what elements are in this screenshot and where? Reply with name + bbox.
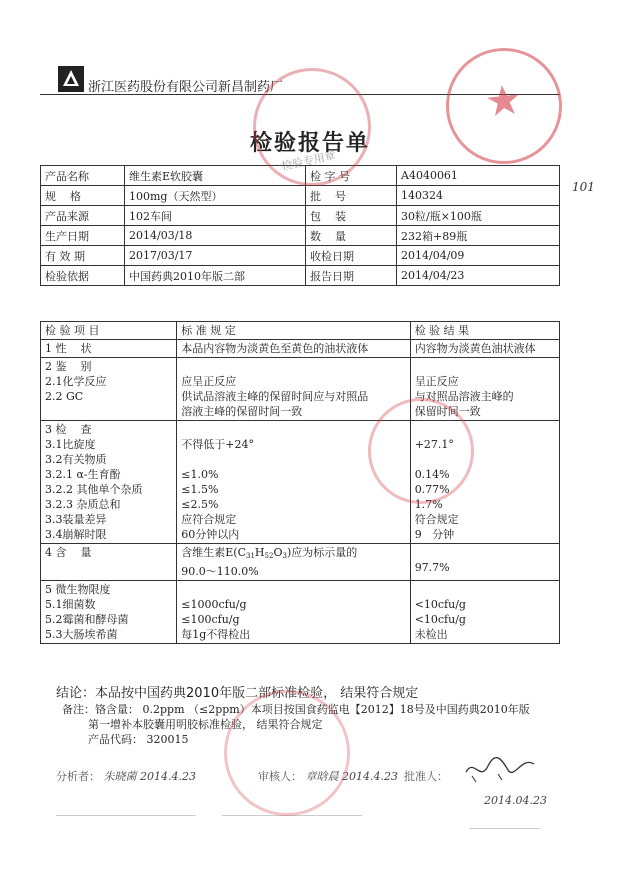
- info-row: [41, 186, 560, 206]
- standard: 每1g不得检出: [181, 628, 251, 641]
- source-label: 产品来源: [41, 206, 125, 226]
- product-name-value: 维生素E软胶囊: [125, 166, 306, 186]
- stamp-text: 检验专用章: [280, 148, 337, 174]
- basis-value: 中国药典2010年版二部: [125, 266, 306, 286]
- report-date-label: 报告日期: [306, 266, 397, 286]
- analyst-label: 分析者：: [56, 770, 100, 783]
- item: 3.1比旋度: [45, 438, 96, 451]
- results-header-row: [41, 322, 560, 340]
- test-results-table: [40, 321, 560, 644]
- receipt-date-value: 2014/04/09: [397, 246, 560, 266]
- conclusion-text: 结论：本品按中国药典2010年版二部标准检验， 结果符合规定: [56, 686, 419, 701]
- item: 5 微生物限度: [45, 583, 111, 596]
- standard: ≤1.5%: [181, 483, 219, 496]
- item: 2 鉴 别: [45, 360, 92, 373]
- item: 3.2.2 其他单个杂质: [45, 483, 143, 496]
- standard: 供试品溶液主峰的保留时间应与对照品: [181, 390, 369, 403]
- batch-value: 140324: [397, 186, 560, 206]
- item: 5.1细菌数: [45, 598, 96, 611]
- company-name: 浙江医药股份有限公司新昌制药厂: [88, 80, 284, 95]
- company-logo-icon: [58, 66, 84, 92]
- standard: ≤100cfu/g: [181, 613, 240, 626]
- result: 1.7%: [414, 498, 443, 511]
- result: <10cfu/g: [414, 613, 466, 626]
- production-date-value: 2014/03/18: [125, 226, 306, 246]
- reviewer-label: 审核人：: [258, 770, 302, 783]
- standard-cell: [177, 544, 410, 581]
- item: 5.3大肠埃希菌: [45, 628, 118, 641]
- reviewer-sign: 章晗晨 2014.4.23: [305, 770, 398, 783]
- item: 3 检 查: [45, 423, 92, 436]
- formula-part: O: [273, 546, 283, 559]
- approver-sign-date: 2014.04.23: [484, 794, 547, 807]
- expiry-value: 2017/03/17: [125, 246, 306, 266]
- formula-subscript: 3: [282, 552, 287, 560]
- formula-part: H: [254, 546, 265, 559]
- package-label: 包 装: [306, 206, 397, 226]
- info-row: [41, 246, 560, 266]
- standard: ≤2.5%: [181, 498, 219, 511]
- header-result: 检 验 结 果: [410, 322, 559, 340]
- item: 1 性 状: [41, 340, 177, 358]
- inspection-stamp-faint: [368, 398, 474, 504]
- basis-label: 检验依据: [41, 266, 125, 286]
- package-value: 30粒/瓶×100瓶: [397, 206, 560, 226]
- analyst-signature: [56, 768, 196, 784]
- production-date-label: 生产日期: [41, 226, 125, 246]
- standard: 本品内容物为淡黄色至黄色的油状液体: [177, 340, 410, 358]
- item: 4 含 量: [41, 544, 177, 581]
- section-identification: [41, 358, 560, 421]
- formula-part: )应为标示量的: [286, 546, 358, 559]
- item: 3.2.3 杂质总和: [45, 498, 121, 511]
- item: 3.3装量差异: [45, 513, 107, 526]
- formula-subscript: 52: [264, 552, 274, 560]
- section-microbial: [41, 581, 560, 644]
- standard-cell: [177, 581, 410, 644]
- section-tests: [41, 421, 560, 544]
- batch-label: 批 号: [306, 186, 397, 206]
- report-date-value: 2014/04/23: [397, 266, 560, 286]
- section-assay: [41, 544, 560, 581]
- standard: ≤1.0%: [181, 468, 219, 481]
- result: 符合规定: [414, 513, 459, 526]
- item: 5.2霉菌和酵母菌: [45, 613, 129, 626]
- formula-subscript: 31: [246, 552, 255, 560]
- item: 3.4崩解时限: [45, 528, 107, 541]
- source-value: 102车间: [125, 206, 306, 226]
- header-standard: 标 准 规 定: [177, 322, 410, 340]
- quantity-label: 数 量: [306, 226, 397, 246]
- result: +27.1°: [414, 438, 454, 451]
- result: 呈正反应: [414, 375, 459, 388]
- item: 2.2 GC: [45, 390, 84, 403]
- result: 内容物为淡黄色油状液体: [410, 340, 559, 358]
- quantity-value: 232箱+89瓶: [397, 226, 560, 246]
- approver-signature: [404, 768, 448, 784]
- margin-handwritten-number: 101: [572, 180, 595, 194]
- standard: ≤1000cfu/g: [181, 598, 247, 611]
- assay-standard-formula: [181, 545, 405, 564]
- info-row: [41, 226, 560, 246]
- note-line: 备注：铬含量： 0.2ppm （≤2ppm）本项目按国食药监电【2012】18号及中国药典2010年版: [62, 703, 530, 716]
- standard: 溶液主峰的保留时间一致: [181, 405, 303, 418]
- item-cell: [41, 358, 177, 421]
- result: 0.14%: [414, 468, 450, 481]
- analyst-sign: 朱晓菌 2014.4.23: [103, 770, 196, 783]
- star-icon: [485, 81, 522, 118]
- info-row: [41, 266, 560, 286]
- approver-scribble-icon: [462, 752, 542, 790]
- item: 3.2有关物质: [45, 453, 107, 466]
- result: 与对照品溶液主峰的: [414, 390, 514, 403]
- formula-part: 含维生素E(C: [181, 546, 246, 559]
- expiry-label: 有 效 期: [41, 246, 125, 266]
- item-cell: [41, 581, 177, 644]
- note-line: 第一增补本胶囊用明胶标准检验， 结果符合规定: [88, 718, 323, 731]
- result: 0.77%: [414, 483, 450, 496]
- result-cell: [410, 581, 559, 644]
- result: 未检出: [414, 628, 448, 641]
- standard-cell: [177, 358, 410, 421]
- result: 保留时间一致: [414, 405, 481, 418]
- result: 9 分钟: [414, 528, 455, 541]
- standard: 60分钟以内: [181, 528, 240, 541]
- receipt-date-label: 收检日期: [306, 246, 397, 266]
- footer-line: [56, 815, 196, 816]
- document-title: 检验报告单: [249, 131, 370, 156]
- item: 2.1化学反应: [45, 375, 107, 388]
- product-name-label: 产品名称: [41, 166, 125, 186]
- note-line: 产品代码： 320015: [88, 733, 189, 746]
- inspection-no-value: A4040061: [397, 166, 560, 186]
- header-item: 检 验 项 目: [41, 322, 177, 340]
- standard: 应呈正反应: [181, 375, 237, 388]
- section-appearance: [41, 340, 560, 358]
- item: 3.2.1 α-生育酚: [45, 468, 121, 481]
- spec-label: 规 格: [41, 186, 125, 206]
- bottom-stamp-faint: [224, 690, 350, 816]
- standard: 90.0～110.0%: [181, 565, 259, 578]
- result: <10cfu/g: [414, 598, 466, 611]
- footer-line: [470, 828, 540, 829]
- standard: 不得低于+24°: [181, 438, 254, 451]
- inspection-no-label: 检 字 号: [306, 166, 397, 186]
- result-cell: [410, 544, 559, 581]
- standard: 应符合规定: [181, 513, 237, 526]
- approver-label: 批准人：: [404, 770, 448, 783]
- info-row: [41, 206, 560, 226]
- item-cell: [41, 421, 177, 544]
- result: 97.7%: [414, 561, 450, 574]
- spec-value: 100mg（天然型）: [125, 186, 306, 206]
